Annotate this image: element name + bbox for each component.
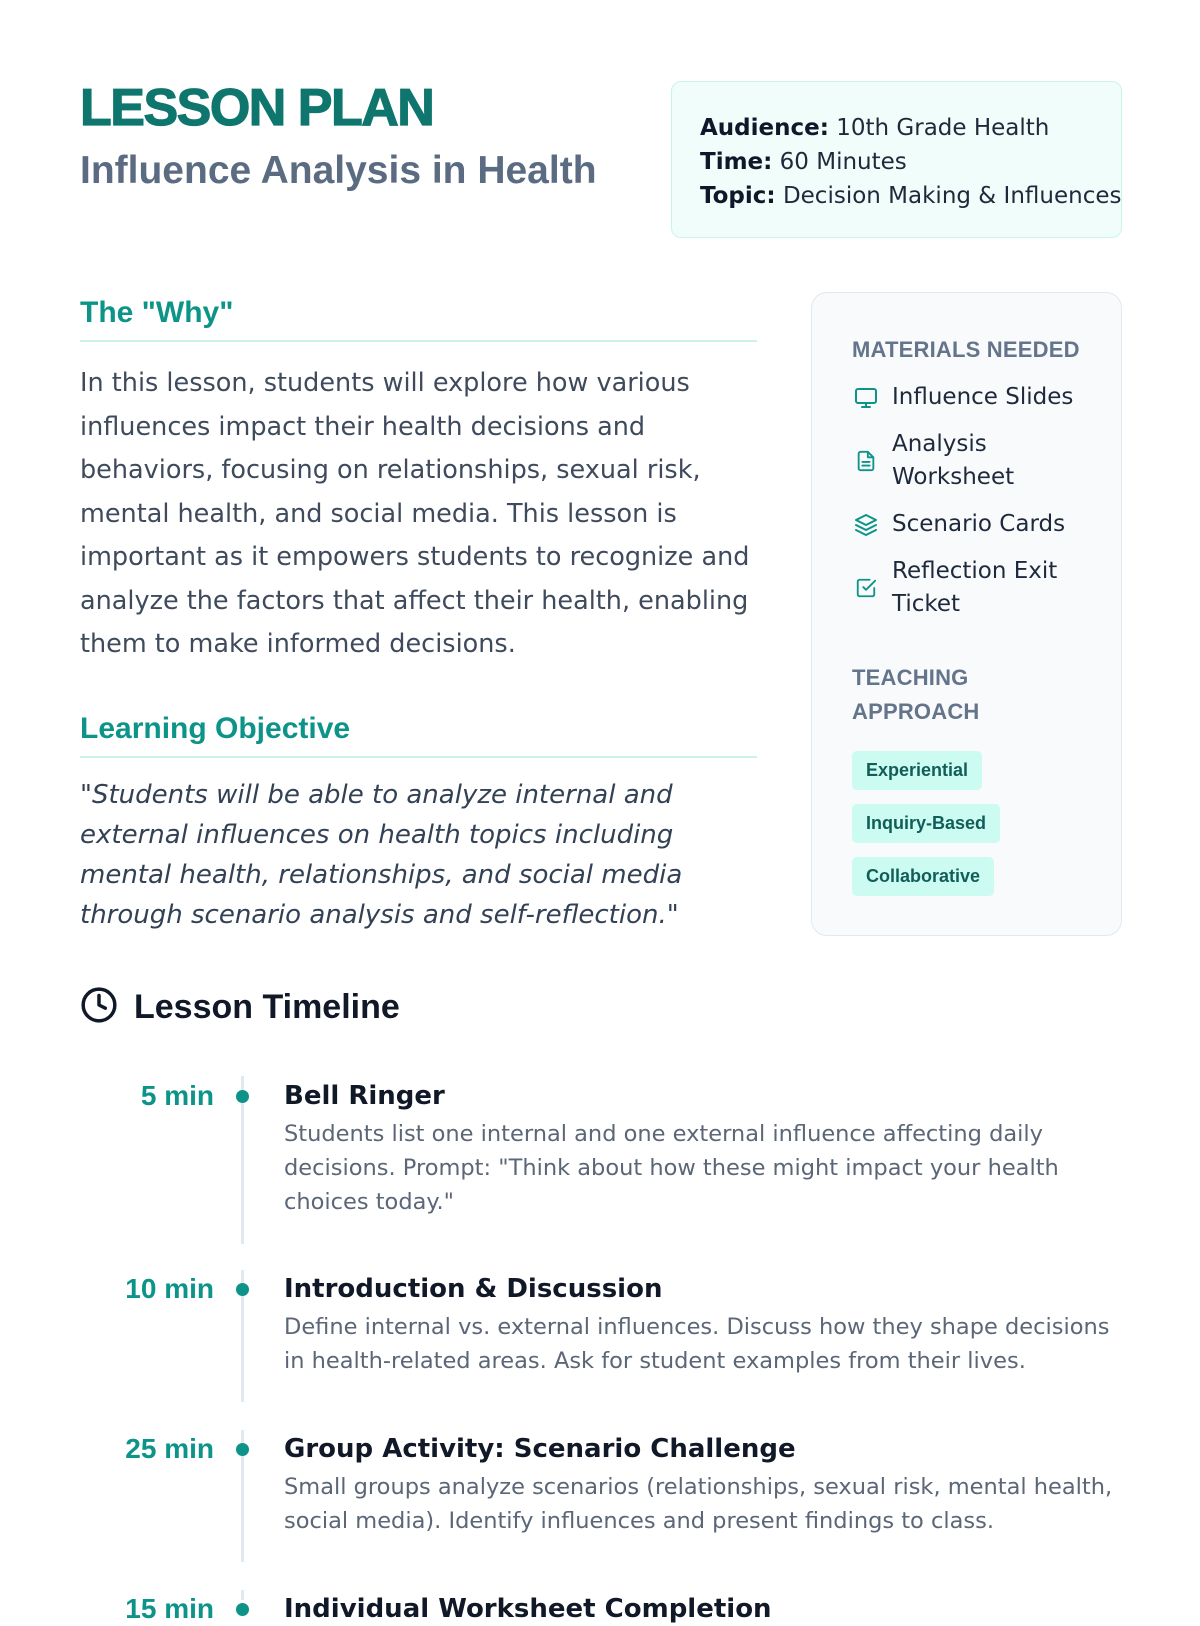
meta-topic: Topic: Decision Making & Influences xyxy=(700,183,1122,209)
materials-list xyxy=(852,381,1121,621)
layers-icon xyxy=(852,511,880,539)
material-item xyxy=(852,508,1121,541)
material-item xyxy=(852,428,1121,494)
timeline-duration: 10 min xyxy=(125,1273,214,1304)
timeline-dot xyxy=(236,1283,249,1296)
timeline-line xyxy=(241,1590,244,1600)
monitor-icon xyxy=(852,384,880,412)
objective-heading: Learning Objective xyxy=(80,712,757,758)
objective-text: "Students will be able to analyze internal and external influences on health topics including mental health, relationships, and social media through scenario analysis and self-reflection." xyxy=(80,780,683,930)
timeline-duration: 5 min xyxy=(140,1080,214,1111)
material-item xyxy=(852,381,1121,414)
why-heading: The "Why" xyxy=(80,296,757,342)
meta-time: Time: 60 Minutes xyxy=(700,149,907,175)
timeline-description: Small groups analyze scenarios (relationships, sexual risk, mental health, social media). Identify influences and present findings to class. xyxy=(284,1474,1113,1534)
material-label: Influence Slides xyxy=(892,384,1074,410)
sidebar-panel xyxy=(811,292,1122,936)
clock-icon xyxy=(80,986,118,1028)
timeline-title: Introduction & Discussion xyxy=(284,1274,663,1304)
why-text: In this lesson, students will explore how various influences impact their health decisions and behaviors, focusing on relationships, sexual risk, mental health, and social media. This lesson is important as it empowers students to recognize and analyze the factors that affect their health, enabling them to make informed decisions. xyxy=(80,368,750,659)
approach-tags xyxy=(852,751,1121,910)
approach-tag: Inquiry-Based xyxy=(852,804,1000,843)
approach-tag: Collaborative xyxy=(852,857,994,896)
approach-tag: Experiential xyxy=(852,751,982,790)
timeline-duration: 15 min xyxy=(125,1593,214,1624)
material-label: Scenario Cards xyxy=(892,511,1066,537)
timeline-heading xyxy=(80,986,400,1028)
timeline-title: Bell Ringer xyxy=(284,1081,445,1111)
material-label: Reflection Exit Ticket xyxy=(892,558,1058,617)
page-title: LESSON PLAN xyxy=(80,79,434,137)
lesson-meta-box xyxy=(671,81,1122,238)
material-item xyxy=(852,555,1121,621)
document-icon xyxy=(852,447,880,475)
material-label: Analysis Worksheet xyxy=(892,431,1015,490)
timeline-heading-text: Lesson Timeline xyxy=(134,987,400,1026)
meta-audience: Audience: 10th Grade Health xyxy=(700,115,1050,141)
materials-heading: MATERIALS NEEDED xyxy=(852,337,1080,362)
checkbox-icon xyxy=(852,574,880,602)
timeline-title: Group Activity: Scenario Challenge xyxy=(284,1434,796,1464)
timeline-duration: 25 min xyxy=(125,1433,214,1464)
approach-heading: TEACHING APPROACH xyxy=(852,665,980,724)
timeline-dot xyxy=(236,1090,249,1103)
timeline-description: Define internal vs. external influences. Discuss how they shape decisions in health-related areas. Ask for student examples from their lives. xyxy=(284,1314,1110,1374)
timeline-dot xyxy=(236,1443,249,1456)
page-subtitle: Influence Analysis in Health xyxy=(80,149,597,192)
timeline-title: Individual Worksheet Completion xyxy=(284,1594,772,1624)
timeline-dot xyxy=(236,1603,249,1616)
timeline-description: Students list one internal and one external influence affecting daily decisions. Prompt: "Think about how these might impact your health choices today." xyxy=(284,1121,1059,1215)
